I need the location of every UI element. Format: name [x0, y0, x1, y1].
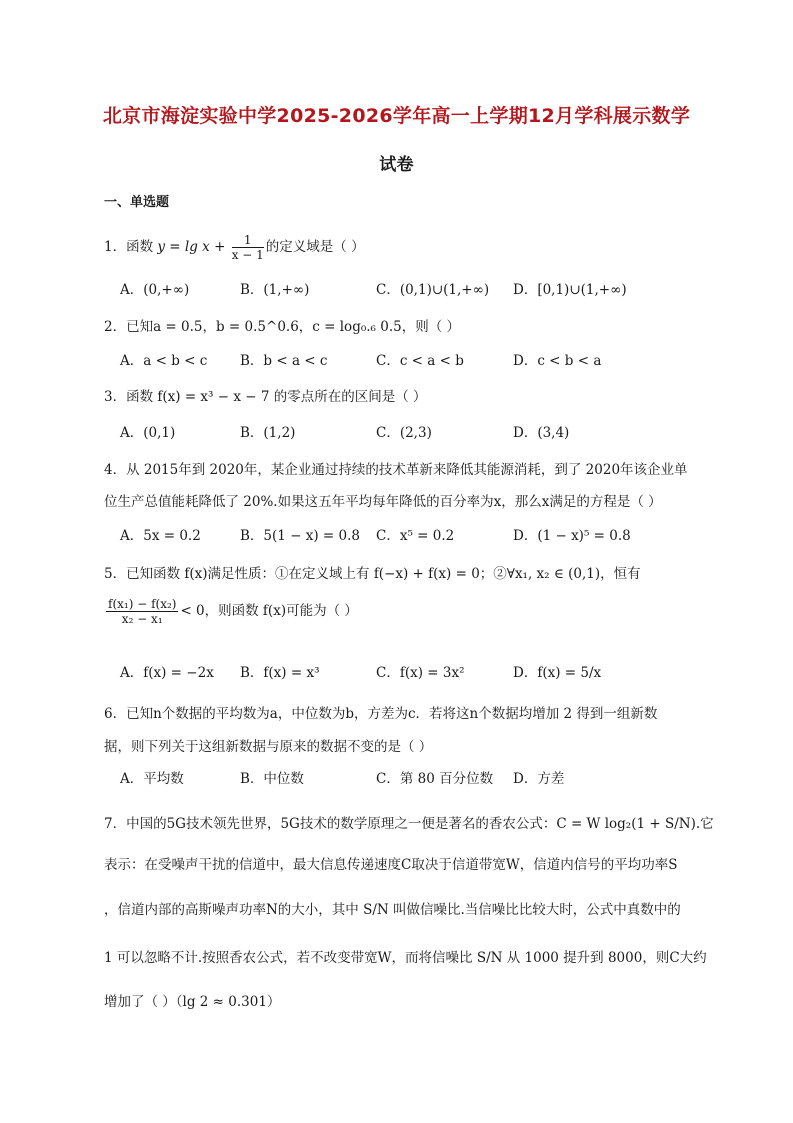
question-6-line-1: 6．已知n个数据的平均数为a，中位数为b，方差为c．若将这n个数据均增加 2 得到一组新数 — [104, 706, 658, 722]
option-c[interactable]: C．f(x) = 3x² — [376, 665, 465, 681]
question-2: 2．已知a = 0.5，b = 0.5^0.6，c = log₀.₆ 0.5，则（ ） — [104, 319, 460, 335]
question-1 — [104, 233, 365, 262]
option-a[interactable]: A．a < b < c — [120, 353, 208, 369]
question-7-line-1: 7．中国的5G技术领先世界，5G技术的数学原理之一便是著名的香农公式：C = W log₂(1 + S/N).它 — [104, 816, 714, 832]
question-6-line-2: 据，则下列关于这组新数据与原来的数据不变的是（ ） — [104, 739, 433, 755]
page-title-continued: 试卷 — [379, 155, 414, 175]
option-b[interactable]: B．(1,2) — [240, 425, 296, 441]
option-d[interactable]: D．c < b < a — [513, 353, 602, 369]
fraction-numerator: 1 — [232, 233, 264, 248]
option-c[interactable]: C．(0,1)∪(1,+∞) — [376, 282, 490, 298]
question-7-line-2: 表示：在受噪声干扰的信道中，最大信息传递速度C取决于信道带宽W，信道内信号的平均功率S — [104, 857, 678, 873]
fraction-denominator: x − 1 — [231, 248, 264, 262]
question-5-fraction — [106, 597, 178, 626]
question-4-line-2: 位生产总值能耗降低了 20%.如果这五年平均每年降低的百分率为x，那么x满足的方程是（ ） — [104, 494, 662, 510]
option-d[interactable]: D．f(x) = 5/x — [513, 665, 602, 681]
question-1-expression: y = lg x + — [157, 239, 226, 255]
question-3: 3．函数 f(x) = x³ − x − 7 的零点所在的区间是（ ） — [104, 389, 427, 405]
option-c[interactable]: C．x⁵ = 0.2 — [376, 528, 455, 544]
option-b[interactable]: B．5(1 − x) = 0.8 — [240, 528, 361, 544]
question-5-line-2 — [104, 597, 358, 626]
question-1-suffix: 的定义域是（ ） — [265, 239, 365, 255]
option-d[interactable]: D．[0,1)∪(1,+∞) — [513, 282, 627, 298]
option-d[interactable]: D．(3,4) — [513, 425, 570, 441]
option-a[interactable]: A．(0,1) — [120, 425, 176, 441]
question-7-line-4: 1 可以忽略不计.按照香农公式，若不改变带宽W，而将信噪比 S/N 从 1000 提升到 8000，则C大约 — [104, 950, 707, 966]
option-c[interactable]: C．(2,3) — [376, 425, 432, 441]
option-c[interactable]: C．c < a < b — [376, 353, 464, 369]
question-5-line-1: 5．已知函数 f(x)满足性质：①在定义域上有 f(−x) + f(x) = 0；②∀x₁, x₂ ∈ (0,1)，恒有 — [104, 566, 641, 582]
question-1-fraction — [232, 233, 264, 262]
section-heading: 一、单选题 — [104, 195, 170, 210]
option-b[interactable]: B．中位数 — [240, 771, 304, 787]
option-a[interactable]: A．平均数 — [120, 771, 184, 787]
page-title: 北京市海淀实验中学2025-2026学年高一上学期12月学科展示数学 — [102, 105, 691, 127]
fraction-numerator: f(x₁) − f(x₂) — [108, 597, 177, 611]
option-b[interactable]: B．(1,+∞) — [240, 282, 310, 298]
question-7-line-3: ，信道内部的高斯噪声功率N的大小，其中 S/N 叫做信噪比.当信噪比比较大时，公式中真数中的 — [104, 902, 681, 918]
option-a[interactable]: A．5x = 0.2 — [120, 528, 201, 544]
question-5-suffix: < 0，则函数 f(x)可能为（ ） — [180, 603, 358, 619]
option-b[interactable]: B．f(x) = x³ — [240, 665, 320, 681]
question-7-line-5: 增加了（ ）（lg 2 ≈ 0.301） — [104, 994, 281, 1010]
option-a[interactable]: A．f(x) = −2x — [120, 665, 214, 681]
question-4-line-1: 4．从 2015年到 2020年，某企业通过持续的技术革新来降低其能源消耗，到了 2020年该企业单 — [104, 462, 688, 478]
option-a[interactable]: A．(0,+∞) — [120, 282, 190, 298]
option-d[interactable]: D．(1 − x)⁵ = 0.8 — [513, 528, 631, 544]
option-c[interactable]: C．第 80 百分位数 — [376, 771, 494, 787]
fraction-denominator: x₂ − x₁ — [121, 612, 163, 626]
option-b[interactable]: B．b < a < c — [240, 353, 328, 369]
question-1-prefix: 1．函数 — [104, 239, 154, 255]
option-d[interactable]: D．方差 — [513, 771, 565, 787]
